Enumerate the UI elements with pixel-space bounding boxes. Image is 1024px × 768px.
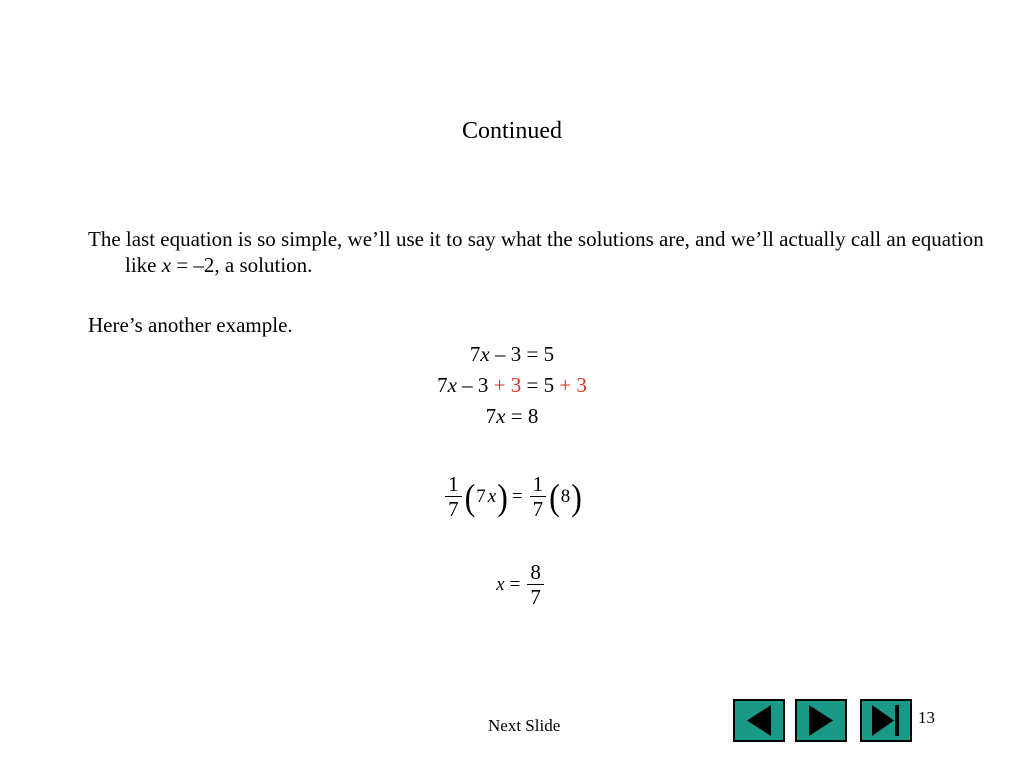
equation-inline: = –2, [171, 253, 220, 277]
slide-title: Continued [462, 118, 562, 144]
next-slide-link[interactable]: Next Slide [488, 716, 561, 735]
play-forward-icon [797, 701, 845, 740]
nav-last-button[interactable] [860, 699, 912, 742]
added-term-left: + 3 [493, 373, 522, 397]
skip-forward-icon [862, 701, 910, 740]
paragraph-solution [88, 226, 985, 278]
paragraph-text-2: a solution. [219, 253, 313, 277]
equation-5: x = $\frac{8}{7}$ [0, 560, 1024, 609]
added-term-right: + 3 [559, 373, 587, 397]
equation-3: 7x = 8 [485, 404, 539, 428]
page-number: 13 [918, 708, 935, 727]
equation-2: 7x – 3 + 3 = 5 + 3 [437, 373, 587, 397]
nav-back-button[interactable] [733, 699, 785, 742]
variable-x: x [161, 253, 172, 277]
fraction-one-seventh: $\frac{1}{7}$ [445, 472, 462, 521]
fraction-one-seventh-2: $\frac{1}{7}$ [530, 472, 547, 521]
paragraph-example: Here’s another example. [88, 313, 293, 337]
equation-4: $\frac{1}{7}$ ( 7 x ) = $\frac{1}{7}$ ( 8 ) [0, 472, 1024, 521]
equation-1: 7x – 3 = 5 [469, 342, 555, 366]
fraction-eight-sevenths: $\frac{8}{7}$ [527, 560, 544, 609]
paragraph-text-1: The last equation is so simple, we’ll use it to say what the solutions are, and we’ll actually call an equation like [88, 227, 984, 277]
nav-forward-button[interactable] [795, 699, 847, 742]
skip-back-icon [735, 701, 783, 740]
